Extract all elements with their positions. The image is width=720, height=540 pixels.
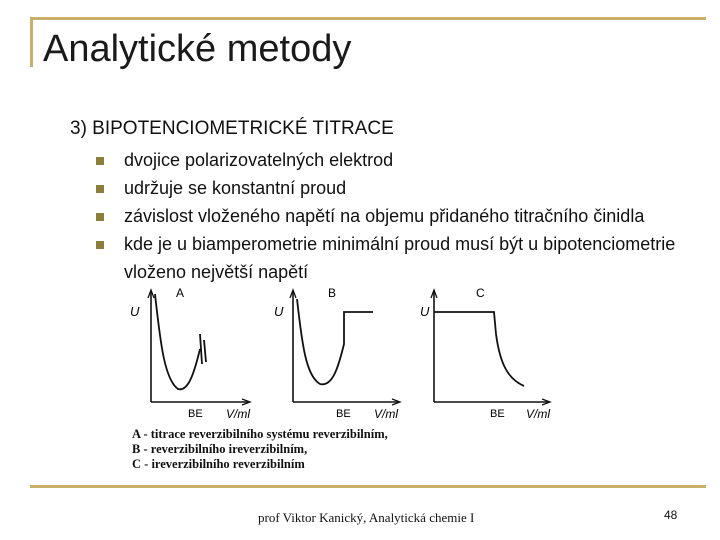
caption-line-b: B - reverzibilního ireverzibilním,	[132, 442, 308, 456]
panel-a-curve-left	[155, 294, 200, 389]
frame-top-line	[30, 17, 706, 20]
panel-b-end-label: BE	[336, 408, 351, 420]
square-bullet-icon	[96, 213, 104, 221]
bullet-list	[96, 146, 716, 286]
bullet-item	[96, 202, 716, 230]
section-heading: 3) BIPOTENCIOMETRICKÉ TITRACE	[70, 118, 394, 139]
panel-a-label: A	[176, 286, 185, 300]
caption-line-c: C - ireverzibilního reverzibilním	[132, 457, 305, 471]
figure-caption	[132, 427, 388, 472]
bullet-item	[96, 174, 716, 202]
footer-divider	[30, 485, 706, 488]
bullet-text: dvojice polarizovatelných elektrod	[124, 150, 394, 170]
footer-text: prof Viktor Kanický, Analytická chemie I	[258, 510, 475, 525]
bullet-item	[96, 146, 716, 174]
panel-c-label: C	[476, 286, 485, 300]
panel-b-curve	[297, 299, 373, 384]
bullet-item	[96, 230, 716, 286]
slide-title: Analytické metody	[43, 28, 352, 70]
panel-b-y-label: U	[274, 304, 284, 319]
panel-b-x-label: V/ml	[374, 407, 398, 421]
panel-a-curve-right	[204, 340, 206, 362]
panel-c	[420, 284, 570, 424]
bullet-text: kde je u biamperometrie minimální proud musí být u bipotenciometrie vloženo největší napětí	[124, 234, 676, 282]
frame-left-line	[30, 17, 33, 67]
panel-a	[130, 286, 250, 421]
panel-c-curve	[434, 312, 524, 386]
panel-a-x-label: V/ml	[226, 407, 250, 421]
caption-line-a: A - titrace reverzibilního systému reverzibilním,	[132, 427, 388, 441]
square-bullet-icon	[96, 157, 104, 165]
panel-a-end-label: BE	[188, 408, 203, 420]
panel-b-label: B	[328, 286, 337, 300]
square-bullet-icon	[96, 241, 104, 249]
page-number: 48	[664, 508, 678, 522]
panel-a-curve-jump	[200, 334, 202, 364]
bullet-text: závislost vloženého napětí na objemu přidaného titračního činidla	[124, 206, 645, 226]
bullet-text: udržuje se konstantní proud	[124, 178, 347, 198]
panel-c-y-label: U	[420, 304, 430, 319]
panel-c-end-label: BE	[490, 408, 505, 420]
panel-a-y-label: U	[130, 304, 140, 319]
square-bullet-icon	[96, 185, 104, 193]
panel-c-x-label: V/ml	[526, 407, 550, 421]
panel-b	[274, 286, 400, 421]
